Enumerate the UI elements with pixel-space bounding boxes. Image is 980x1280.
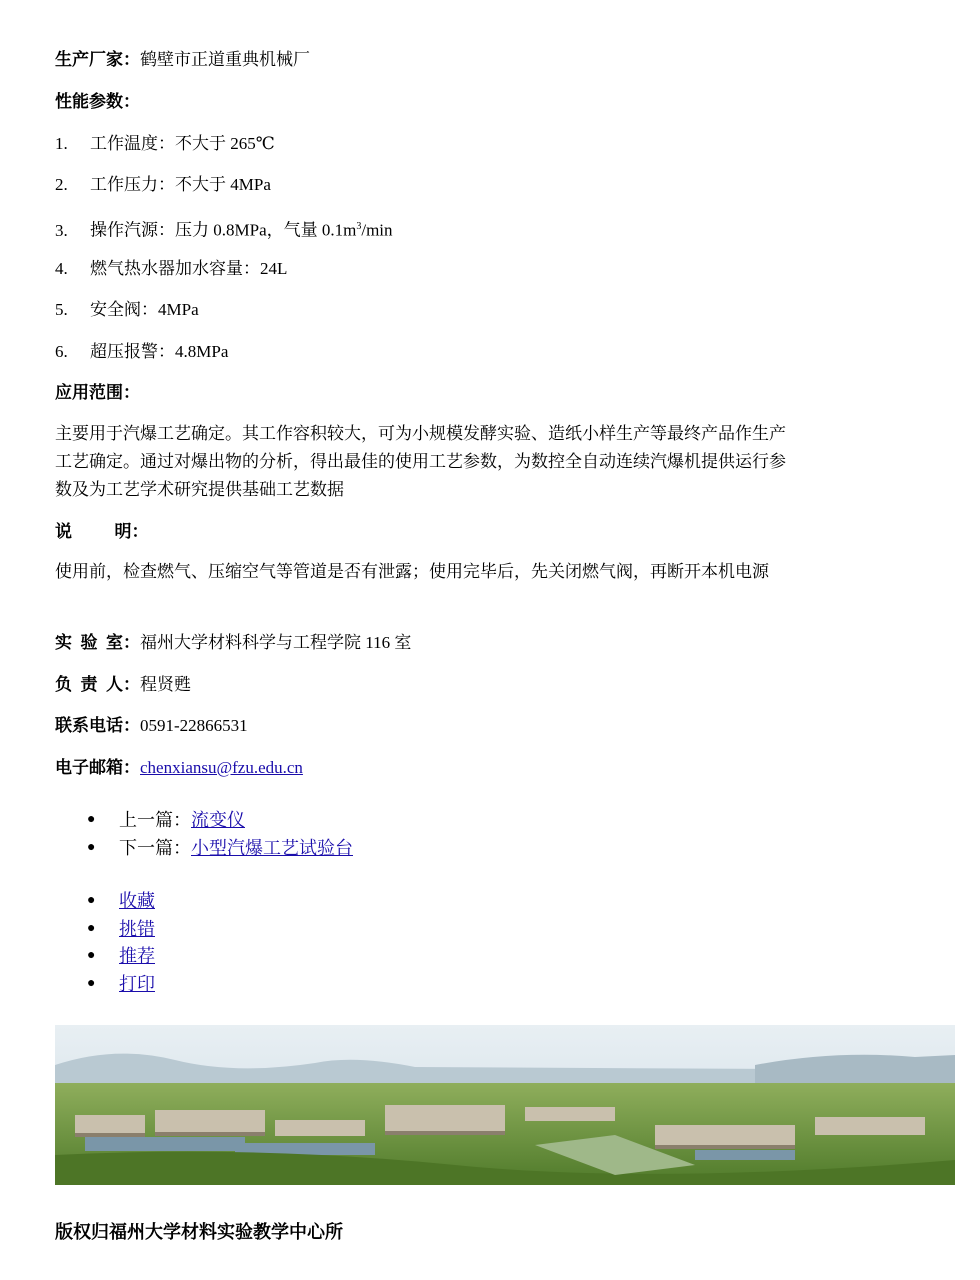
bullet-icon: ●	[87, 976, 96, 991]
phone-row	[55, 714, 248, 738]
person-value: 程贤甦	[140, 675, 191, 694]
param-text-post: /min	[361, 220, 393, 240]
notes-heading: 说 明：	[55, 522, 149, 541]
param-text: 安全阀：4MPa	[90, 300, 199, 319]
param-text-pre: 操作汽源：压力 0.8MPa，气量 0.1m	[90, 220, 357, 240]
print-link[interactable]: 打印	[119, 974, 155, 994]
campus-panorama	[55, 1025, 955, 1185]
next-label: 下一篇：	[119, 838, 191, 858]
param-num: 2.	[55, 175, 68, 194]
scope-heading: 应用范围：	[55, 383, 140, 402]
lab-value: 福州大学材料科学与工程学院 116 室	[140, 633, 412, 652]
phone-value: 0591-22866531	[140, 716, 248, 735]
param-item-1	[55, 132, 275, 156]
email-link[interactable]: chenxiansu@fzu.edu.cn	[140, 758, 303, 777]
recommend-link[interactable]: 推荐	[119, 946, 155, 966]
param-text: 超压报警：4.8MPa	[90, 342, 229, 361]
notes-paragraph: 使用前，检查燃气、压缩空气等管道是否有泄露；使用完毕后，先关闭燃气阀，再断开本机电源	[55, 562, 769, 581]
param-text: 工作压力：不大于 4MPa	[90, 175, 271, 194]
prev-article	[119, 808, 245, 832]
next-article	[119, 836, 353, 860]
bullet-icon: ●	[87, 840, 96, 855]
bullet-icon: ●	[87, 948, 96, 963]
bullet-icon: ●	[87, 921, 96, 936]
bullet-icon: ●	[87, 812, 96, 827]
param-item-4	[55, 257, 287, 281]
param-item-6	[55, 340, 228, 364]
bullet-icon: ●	[87, 893, 96, 908]
favorite-link[interactable]: 收藏	[119, 891, 155, 911]
person-label: 负 责 人：	[55, 675, 140, 694]
manufacturer-label: 生产厂家：	[55, 50, 140, 69]
param-num: 3.	[55, 220, 68, 240]
param-sup: 3	[356, 221, 362, 232]
person-row	[55, 673, 191, 697]
report-error-link[interactable]: 挑错	[119, 919, 155, 939]
scope-paragraph: 主要用于汽爆工艺确定。其工作容积较大，可为小规模发酵实验、造纸小样生产等最终产品作生产工艺确定。通过对爆出物的分析，得出最佳的使用工艺参数，为数控全自动连续汽爆机提供运行参数及为工艺学术研究提供基础工艺数据	[55, 424, 786, 499]
param-num: 6.	[55, 342, 68, 361]
phone-label: 联系电话：	[55, 716, 140, 735]
copyright-footer: 版权归福州大学材料实验教学中心所	[55, 1222, 343, 1242]
param-item-2	[55, 173, 271, 197]
prev-article-link[interactable]: 流变仪	[191, 810, 245, 830]
email-label: 电子邮箱：	[55, 758, 140, 777]
campus-banner-image	[55, 1025, 955, 1185]
param-item-3	[55, 215, 393, 243]
param-text: 燃气热水器加水容量：24L	[90, 259, 288, 278]
param-item-5	[55, 298, 199, 322]
param-text: 工作温度：不大于 265℃	[90, 134, 275, 153]
lab-label: 实 验 室：	[55, 633, 140, 652]
param-num: 1.	[55, 134, 68, 153]
params-heading: 性能参数：	[55, 92, 140, 111]
manufacturer-value: 鹤壁市正道重典机械厂	[140, 50, 310, 69]
next-article-link[interactable]: 小型汽爆工艺试验台	[191, 838, 353, 858]
param-num: 4.	[55, 259, 68, 278]
prev-label: 上一篇：	[119, 810, 191, 830]
email-row	[55, 756, 303, 780]
lab-row	[55, 631, 411, 655]
manufacturer-row	[55, 48, 310, 72]
param-num: 5.	[55, 300, 68, 319]
